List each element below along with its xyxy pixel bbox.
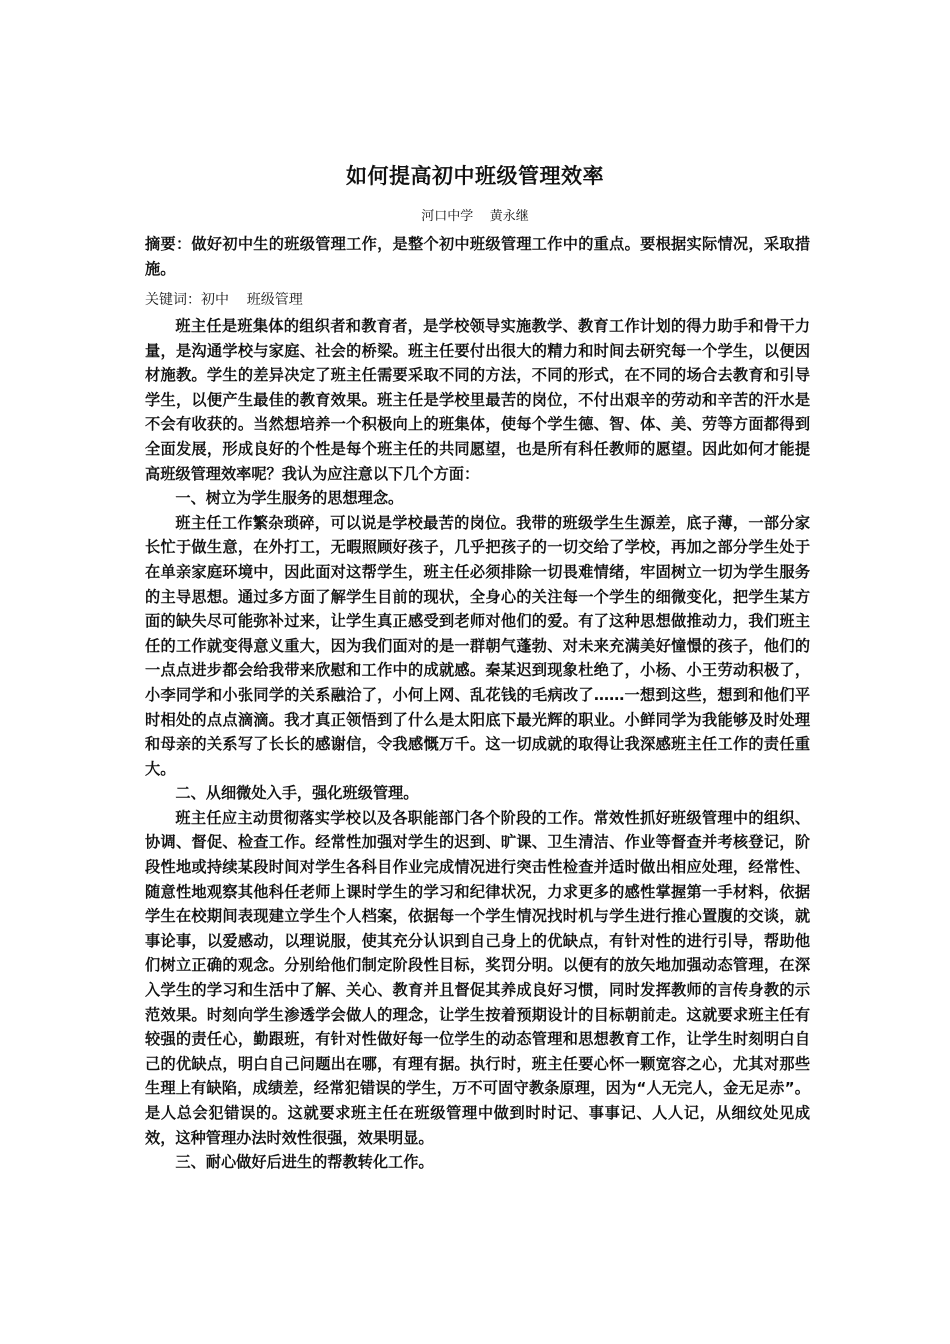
paragraph-section-2: 班主任应主动贯彻落实学校以及各职能部门各个阶段的工作。常效性抓好班级管理中的组织、协调、督促、检查工作。经常性加强对学生的迟到、旷课、卫生清洁、作业等督查并考核登记，阶段性地或持续某段时间对学生各科目作业完成情况进行突击性检查并适时做出相应处理，经常性、随意性地观察其他科任老师上课时学生的学习和纪律状况，力求更多的感性掌握第一手材料，依据学生在校期间表现建立学生个人档案，依据每一个学生情况找时机与学生进行推心置腹的交谈，就事论事，以爱感动，以理说服，使其充分认识到自己身上的优缺点，有针对性的进行引导，帮助他们树立正确的观念。分别给他们制定阶段性目标，奖罚分明。以便有的放矢地加强动态管理，在深入学生的学习和生活中了解、关心、教育并且督促其养成良好习惯，同时发挥教师的言传身教的示范效果。时刻向学生渗透学会做人的理念，让学生按着预期设计的目标朝前走。这就要求班主任有较强的责任心，勤跟班，有针对性做好每一位学生的动态管理和思想教育工作，让学生时刻明白自己的优缺点，明白自己问题出在哪，有理有据。执行时，班主任要心怀一颗宽容之心，尤其对那些生理上有缺陷，成绩差，经常犯错误的学生，万不可固守教条原理，因为“人无完人，金无足赤”。是人总会犯错误的。这就要求班主任在班级管理中做到时时记、事事记、人人记，从细纹处见成效，这种管理办法时效性很强，效果明显。: [145, 808, 810, 1147]
document-body: [145, 314, 810, 1175]
keywords: 关键词：初中 班级管理: [145, 292, 303, 308]
document-title: 如何提高初中班级管理效率: [346, 164, 604, 188]
section-heading-1: 一、树立为学生服务的思想理念。: [175, 489, 404, 508]
paragraph-intro: 班主任是班集体的组织者和教育者，是学校领导实施教学、教育工作计划的得力助手和骨干力量，是沟通学校与家庭、社会的桥梁。班主任要付出很大的精力和时间去研究每一个学生，以便因材施教。学生的差异决定了班主任需要采取不同的方法，不同的形式，在不同的场合去教育和引导学生，以便产生最佳的教育效果。班主任是学校里最苦的岗位，不付出艰辛的劳动和辛苦的汗水是不会有收获的。当然想培养一个积极向上的班集体，使每个学生德、智、体、美、劳等方面都得到全面发展，形成良好的个性是每个班主任的共同愿望，也是所有科任教师的愿望。因此如何才能提高班级管理效率呢？我认为应注意以下几个方面：: [145, 317, 810, 483]
author-byline: 河口中学 黄永继: [421, 209, 529, 224]
paragraph-section-1: 班主任工作繁杂琐碎，可以说是学校最苦的岗位。我带的班级学生生源差，底子薄，一部分家长忙于做生意，在外打工，无暇照顾好孩子，几乎把孩子的一切交给了学校，再加之部分学生处于在单亲家庭环境中，因此面对这帮学生，班主任必须排除一切畏难情绪，牢固树立一切为学生服务的主导思想。通过多方面了解学生目前的现状，全身心的关注每一个学生的细微变化，把学生某方面的缺失尽可能弥补过来，让学生真正感受到老师对他们的爱。有了这种思想做推动力，我们班主任的工作就变得意义重大，因为我们面对的是一群朝气蓬勃、对未来充满美好憧憬的孩子，他们的一点点进步都会给我带来欣慰和工作中的成就感。秦某迟到现象杜绝了，小杨、小王劳动积极了，小李同学和小张同学的关系融洽了，小何上网、乱花钱的毛病改了……一想到这些，想到和他们平时相处的点点滴滴。我才真正领悟到了什么是太阳底下最光辉的职业。小鲜同学为我能够及时处理和母亲的关系写了长长的感谢信，令我感慨万千。这一切成就的取得让我深感班主任工作的责任重大。: [145, 513, 810, 778]
section-heading-3: 三、耐心做好后进生的帮教转化工作。: [175, 1153, 434, 1172]
section-heading-2: 二、从细微处入手，强化班级管理。: [175, 784, 419, 803]
abstract: 摘要：做好初中生的班级管理工作，是整个初中班级管理工作中的重点。要根据实际情况，采取措施。: [145, 235, 810, 278]
